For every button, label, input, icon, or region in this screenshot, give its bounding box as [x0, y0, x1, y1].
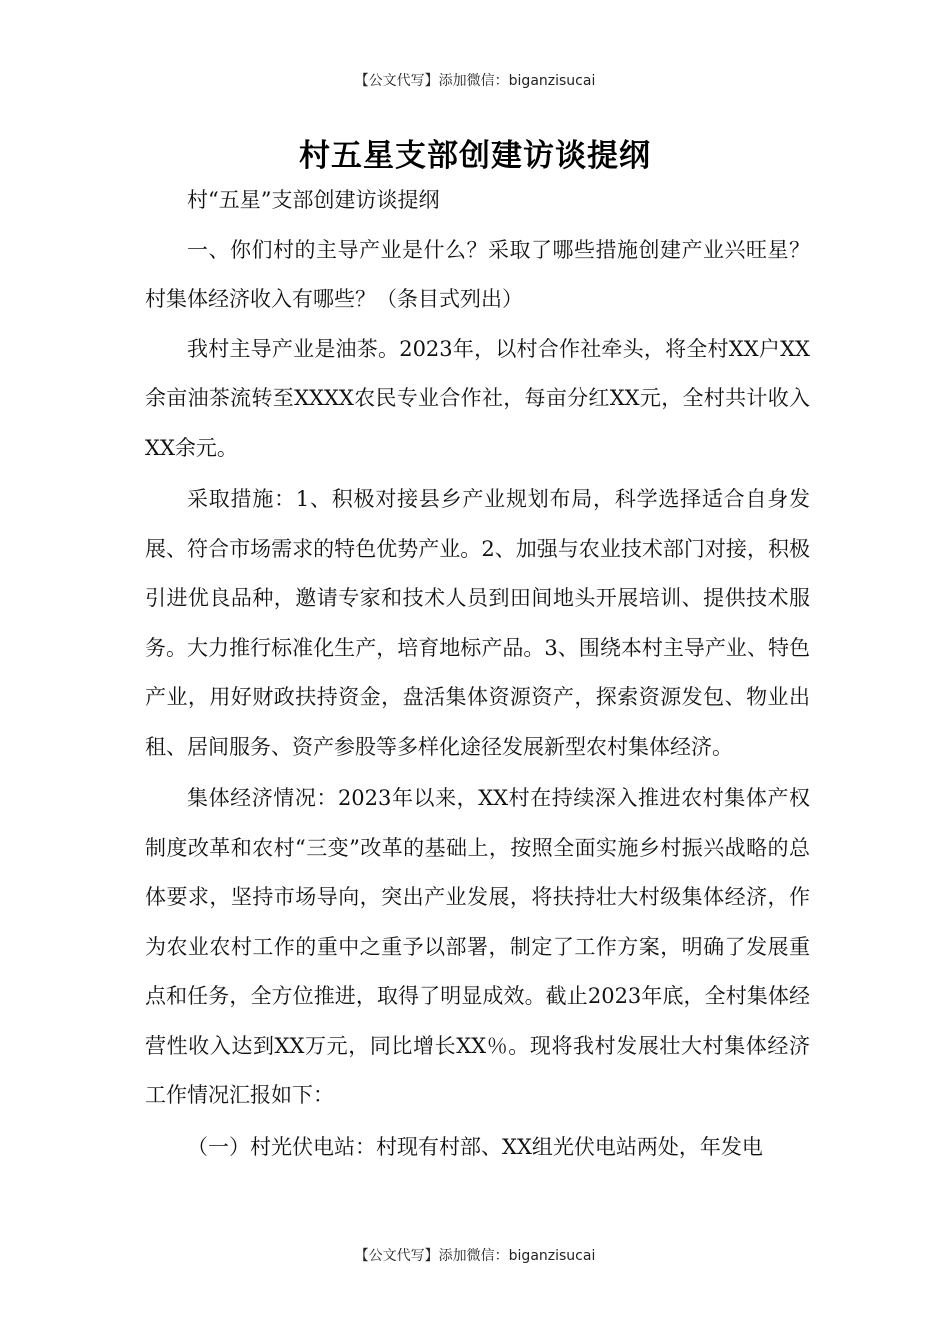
page-header: 【公文代写】添加微信：biganzisucai	[354, 73, 596, 89]
page-footer: 【公文代写】添加微信：biganzisucai	[354, 1248, 596, 1264]
paragraph-main-industry: 我村主导产业是油茶。2023年，以村合作社牵头，将全村XX户XX余亩油茶流转至XXXX农民专业合作社，每亩分红XX元，全村共计收入XX余元。	[145, 336, 810, 460]
document-body	[145, 176, 810, 1172]
paragraph-solar-station: （一）村光伏电站：村现有村部、XX组光伏电站两处，年发电	[187, 1134, 763, 1159]
paragraph-collective-economy: 集体经济情况：2023年以来，XX村在持续深入推进农村集体产权制度改革和农村“三变”改革的基础上，按照全面实施乡村振兴战略的总体要求，坚持市场导向，突出产业发展，将扶持壮大村级集体经济，作为农业农村工作的重中之重予以部署，制定了工作方案，明确了发展重点和任务，全方位推进，取得了明显成效。截止2023年底，全村集体经营性收入达到XX万元，同比增长XX％。现将我村发展壮大村集体经济工作情况汇报如下：	[145, 786, 810, 1107]
document-title: 村五星支部创建访谈提纲	[299, 138, 651, 174]
paragraph-subtitle: 村“五星”支部创建访谈提纲	[187, 188, 440, 212]
paragraph-question-1: 一、你们村的主导产业是什么？采取了哪些措施创建产业兴旺星？村集体经济收入有哪些？（条目式列出）	[145, 237, 810, 311]
paragraph-measures: 采取措施：1、积极对接县乡产业规划布局，科学选择适合自身发展、符合市场需求的特色优势产业。2、加强与农业技术部门对接，积极引进优良品种，邀请专家和技术人员到田间地头开展培训、提供技术服务。大力推行标准化生产，培育地标产品。3、围绕本村主导产业、特色产业，用好财政扶持资金，盘活集体资源资产，探索资源发包、物业出租、居间服务、资产参股等多样化途径发展新型农村集体经济。	[145, 487, 810, 759]
